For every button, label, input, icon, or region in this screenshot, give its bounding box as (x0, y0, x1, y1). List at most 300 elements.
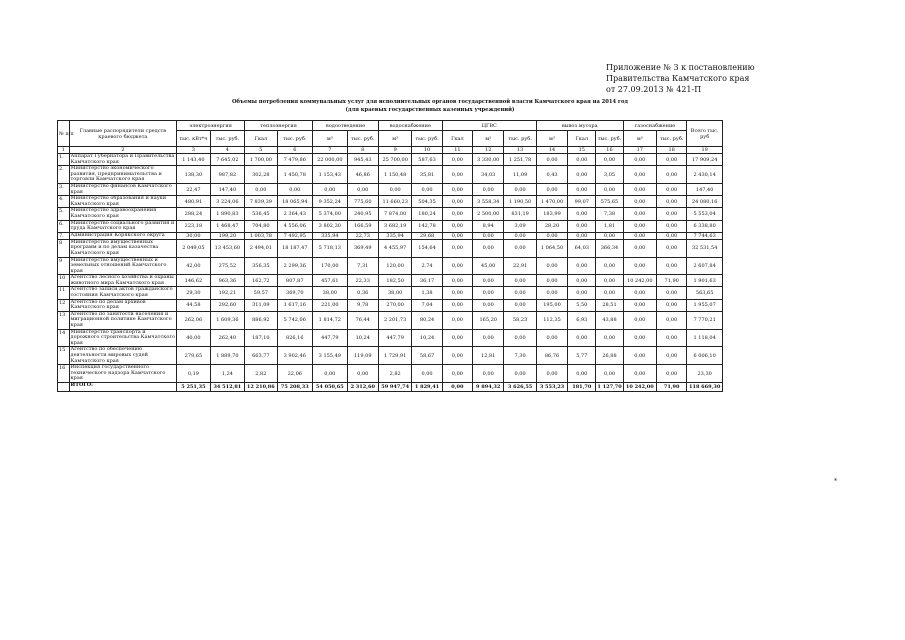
title-line-2: (для краевых государственных казенных учреждений) (345, 107, 515, 113)
row-value: 7,04 (412, 299, 442, 311)
total-value: 9 894,32 (473, 382, 504, 391)
row-value: 25 700,00 (378, 154, 411, 166)
row-value: 0,00 (623, 183, 656, 195)
row-value: 166,59 (347, 220, 378, 232)
row-value: 262,40 (210, 329, 245, 347)
header-unit: м³ (473, 131, 504, 147)
corner-mark: * (834, 478, 837, 485)
column-index: 3 (177, 147, 210, 154)
total-value: 181,70 (568, 382, 596, 391)
row-value: 8,94 (473, 220, 504, 232)
row-value: 80,24 (412, 311, 442, 329)
row-name: Министерство образования и науки Камчатского края (69, 196, 177, 208)
table-row (58, 196, 723, 208)
row-value: 0,00 (596, 183, 623, 195)
column-index: 17 (623, 147, 656, 154)
row-value: 0,00 (504, 275, 536, 287)
row-value: 1 003,78 (245, 232, 277, 239)
row-value: 447,79 (313, 329, 348, 347)
table-row (58, 365, 723, 383)
row-value: 0,00 (623, 365, 656, 383)
row-value: 0,00 (378, 183, 411, 195)
row-value: 0,00 (623, 287, 656, 299)
row-number: 5. (58, 208, 70, 220)
row-number: 15 (58, 347, 70, 365)
row-value: 142,78 (412, 220, 442, 232)
row-value: 76,44 (347, 311, 378, 329)
row-value: 335,94 (378, 232, 411, 239)
header-unit: Гкал (245, 131, 277, 147)
row-value: 0,00 (442, 196, 472, 208)
row-value: 24 080,16 (687, 196, 723, 208)
row-value: 38,00 (313, 287, 348, 299)
row-value: 46,86 (347, 166, 378, 184)
row-value: 0,00 (504, 183, 536, 195)
header-unit: тыс. кВт*ч (177, 131, 210, 147)
column-index: 10 (412, 147, 442, 154)
row-value: 292,60 (210, 299, 245, 311)
column-index: 13 (504, 147, 536, 154)
column-index: 2 (69, 147, 177, 154)
table-row (58, 329, 723, 347)
row-name: Аппарат Губернатора и Правительства Камчатского края (69, 154, 177, 166)
total-value: 59 947,74 (378, 382, 411, 391)
row-value: 5,77 (568, 347, 596, 365)
header-unit: м³ (536, 131, 567, 147)
total-value: 10 242,00 (623, 382, 656, 391)
row-value: 0,00 (623, 166, 656, 184)
row-value: 0,00 (623, 239, 656, 257)
row-value: 1 890,83 (210, 208, 245, 220)
row-value: 138,30 (177, 166, 210, 184)
row-name: Агентство лесного хозяйства и охраны животного мира Камчатского края (69, 275, 177, 287)
row-value: 0,00 (596, 329, 623, 347)
row-value: 0,00 (568, 257, 596, 275)
row-value: 0,00 (568, 154, 596, 166)
header-group-garbage: вывоз мусора (536, 121, 623, 131)
row-name: Агентство по делам архивов Камчатского края (69, 299, 177, 311)
row-value: 0,00 (568, 232, 596, 239)
row-value: 0,00 (568, 166, 596, 184)
row-value: 0,00 (347, 365, 378, 383)
row-value: 10,24 (412, 329, 442, 347)
header-group-sewerage: водоотведение (313, 121, 379, 131)
row-number: 2. (58, 166, 70, 184)
row-value: 1 153,43 (313, 166, 348, 184)
row-value: 7 645,02 (210, 154, 245, 166)
row-value: 0,00 (568, 275, 596, 287)
row-value: 223,18 (177, 220, 210, 232)
row-value: 7 874,00 (378, 208, 411, 220)
row-value: 182,50 (378, 275, 411, 287)
row-value: 0,00 (245, 183, 277, 195)
row-value: 0,00 (657, 299, 687, 311)
row-value: 0,00 (313, 365, 348, 383)
row-value: 775,60 (347, 196, 378, 208)
column-index: 4 (210, 147, 245, 154)
row-value: 663,77 (245, 347, 277, 365)
row-value: 704,80 (245, 220, 277, 232)
row-value: 504,35 (412, 196, 442, 208)
row-value: 0,00 (623, 347, 656, 365)
row-value: 1 901,63 (687, 275, 723, 287)
row-name: Администрация Корякского округа (69, 232, 177, 239)
row-value: 0,00 (504, 299, 536, 311)
row-value: 0,00 (504, 232, 536, 239)
row-value: 0,00 (657, 154, 687, 166)
row-number: 7. (58, 232, 70, 239)
row-value: 0,00 (657, 239, 687, 257)
row-value: 356,35 (245, 257, 277, 275)
row-value: 563,65 (687, 287, 723, 299)
row-value: 1 955,07 (687, 299, 723, 311)
row-number: 10 (58, 275, 70, 287)
row-value: 0,00 (504, 239, 536, 257)
row-value: 147,40 (687, 183, 723, 195)
row-value: 0,00 (412, 365, 442, 383)
row-value: 7,30 (504, 347, 536, 365)
row-value: 30,00 (177, 232, 210, 239)
row-value: 3,05 (596, 166, 623, 184)
row-value: 42,00 (177, 257, 210, 275)
column-index: 16 (596, 147, 623, 154)
row-value: 366,34 (596, 239, 623, 257)
row-value: 0,00 (473, 239, 504, 257)
header-unit: тыс. руб. (210, 131, 245, 147)
column-index: 18 (657, 147, 687, 154)
row-value: 187,10 (245, 329, 277, 347)
consumption-table (57, 120, 723, 392)
row-value: 29,30 (177, 287, 210, 299)
row-value: 0,00 (473, 365, 504, 383)
row-value: 29,68 (412, 232, 442, 239)
row-value: 40,00 (177, 329, 210, 347)
total-value: 3 626,55 (504, 382, 536, 391)
row-value: 826,16 (277, 329, 313, 347)
row-name: Министерство транспорта и дорожного строительства Камчатского края (70, 328, 176, 346)
row-value: 1 700,00 (245, 154, 277, 166)
row-value: 0,00 (568, 287, 596, 299)
row-value: 1,81 (596, 220, 623, 232)
row-value: 32 531,54 (687, 239, 723, 257)
row-value: 10 242,00 (623, 275, 656, 287)
row-value: 22,91 (504, 257, 536, 275)
column-index: 11 (442, 147, 472, 154)
header-unit: м³ (623, 131, 656, 147)
appendix-note (606, 62, 755, 95)
total-value: 1 829,41 (412, 382, 442, 391)
row-value: 170,00 (313, 257, 348, 275)
row-value: 447,79 (378, 329, 411, 347)
row-value: 0,00 (623, 154, 656, 166)
header-name: Главные распорядители средств краевого бюджета (69, 121, 177, 147)
row-value: 38,00 (378, 287, 411, 299)
row-value: 1 889,70 (210, 347, 245, 365)
row-value: 86,76 (536, 347, 567, 365)
row-value: 0,00 (536, 275, 567, 287)
row-name: Агентство по обеспечению деятельности мировых судей Камчатского края (69, 347, 177, 365)
row-value: 44,58 (177, 299, 210, 311)
total-value: 54 050,65 (313, 382, 348, 391)
row-value: 162,72 (245, 275, 277, 287)
row-value: 2 500,00 (473, 208, 504, 220)
row-number: 9 (58, 257, 70, 275)
total-value: 71,90 (657, 382, 687, 391)
column-index: 15 (568, 147, 596, 154)
row-value: 1 814,72 (313, 311, 348, 329)
row-value: 4 556,06 (277, 220, 313, 232)
row-value: 5 742,06 (277, 311, 313, 329)
row-value: 7 839,39 (245, 196, 277, 208)
row-value: 0,19 (177, 365, 210, 383)
row-value: 536,45 (245, 208, 277, 220)
header-group-heat: теплоэнергия (245, 121, 313, 131)
row-value: 262,06 (177, 311, 210, 329)
header-unit: Гкал (568, 131, 596, 147)
row-value: 1 190,50 (504, 196, 536, 208)
row-value: 7 479,86 (277, 154, 313, 166)
table-row (58, 154, 723, 166)
row-value: 13 453,60 (210, 239, 245, 257)
row-value: 311,09 (245, 299, 277, 311)
row-value: 587,63 (412, 154, 442, 166)
row-value: 0,00 (412, 183, 442, 195)
row-value: 0,00 (536, 154, 567, 166)
row-value: 45,00 (473, 257, 504, 275)
row-value: 22,73 (347, 232, 378, 239)
row-value: 59,57 (245, 287, 277, 299)
row-value: 1,38 (412, 287, 442, 299)
header-unit: Гкал (442, 131, 472, 147)
row-value: 831,19 (504, 208, 536, 220)
row-value: 0,00 (623, 311, 656, 329)
row-value: 457,61 (313, 275, 348, 287)
row-value: 0,00 (473, 299, 504, 311)
row-value: 6 338,80 (687, 220, 723, 232)
row-value: 2 364,43 (277, 208, 313, 220)
row-value: 2,82 (245, 365, 277, 383)
row-value: 1 150,48 (378, 166, 411, 184)
row-value: 0,00 (657, 220, 687, 232)
row-value: 12,81 (473, 347, 504, 365)
row-value: 7,31 (347, 257, 378, 275)
total-value: 34 512,81 (210, 382, 245, 391)
row-value: 0,00 (657, 232, 687, 239)
row-value: 0,00 (623, 220, 656, 232)
row-value: 112,35 (536, 311, 567, 329)
header-total: Всего тыс. руб (687, 121, 723, 147)
row-value: 0,00 (536, 287, 567, 299)
row-value: 192,21 (210, 287, 245, 299)
row-value: 480,91 (177, 196, 210, 208)
row-value: 6 006,10 (687, 347, 723, 365)
total-value: 75 208,33 (277, 382, 313, 391)
total-value: 3 553,23 (536, 382, 567, 391)
row-value: 0,00 (442, 275, 472, 287)
row-value: 0,00 (623, 257, 656, 275)
row-value: 5 553,04 (687, 208, 723, 220)
row-value: 0,00 (657, 311, 687, 329)
row-number: 14 (58, 329, 70, 347)
row-value: 0,00 (596, 232, 623, 239)
row-value: 9,78 (347, 299, 378, 311)
row-value: 18 065,94 (277, 196, 313, 208)
row-value: 147,40 (210, 183, 245, 195)
row-value: 0,00 (313, 183, 348, 195)
row-value: 0,00 (596, 275, 623, 287)
row-value: 26,88 (596, 347, 623, 365)
row-value: 7,38 (596, 208, 623, 220)
row-value: 0,00 (596, 287, 623, 299)
row-number: 16 (58, 365, 70, 383)
row-value: 183,99 (536, 208, 567, 220)
column-index: 19 (687, 147, 723, 154)
header-unit: м³ (313, 131, 348, 147)
row-value: 2 201,73 (378, 311, 411, 329)
row-value: 288,24 (177, 208, 210, 220)
row-value: 279,65 (177, 347, 210, 365)
row-value: 3 330,00 (473, 154, 504, 166)
row-value: 0,00 (568, 208, 596, 220)
row-value: 119,09 (347, 347, 378, 365)
row-value: 7 744,63 (687, 232, 723, 239)
row-value: 0,00 (623, 299, 656, 311)
row-value: 64,03 (568, 239, 596, 257)
column-index: 1 (58, 147, 70, 154)
row-value: 2 607,84 (687, 257, 723, 275)
row-value: 22,06 (277, 365, 313, 383)
total-value: 0,00 (442, 382, 472, 391)
row-value: 0,00 (536, 257, 567, 275)
row-name: Инспекция государственного технического надзора Камчатского края (69, 365, 177, 383)
row-value: 9 352,24 (313, 196, 348, 208)
total-value: 118 669,30 (687, 382, 723, 391)
header-group-hotwater: ЦГВС (442, 121, 536, 131)
row-value: 2,82 (378, 365, 411, 383)
row-value: 1 251,78 (504, 154, 536, 166)
total-row (58, 382, 723, 391)
row-number: 11 (58, 287, 70, 299)
table-row (58, 347, 723, 365)
row-value: 0,00 (442, 166, 472, 184)
row-value: 0,00 (442, 220, 472, 232)
row-value: 1 617,16 (277, 299, 313, 311)
row-number: 13 (58, 311, 70, 329)
row-name: Министерство здравоохранения Камчатского края (69, 208, 177, 220)
row-value: 1 470,00 (536, 196, 567, 208)
table-row (58, 299, 723, 311)
column-index: 8 (347, 147, 378, 154)
row-value: 0,00 (442, 154, 472, 166)
row-value: 0,00 (657, 365, 687, 383)
column-index: 14 (536, 147, 567, 154)
row-value: 807,87 (277, 275, 313, 287)
row-value: 0,00 (568, 220, 596, 232)
row-value: 0,00 (623, 196, 656, 208)
table-row (58, 275, 723, 287)
row-value: 575,65 (596, 196, 623, 208)
table-row (58, 220, 723, 232)
row-value: 0,00 (473, 232, 504, 239)
row-value: 0,00 (536, 183, 567, 195)
row-value: 0,43 (536, 166, 567, 184)
row-value: 71,90 (657, 275, 687, 287)
row-value: 1 450,78 (277, 166, 313, 184)
row-value: 963,36 (210, 275, 245, 287)
row-value: 10,24 (347, 329, 378, 347)
row-number: 8 (58, 239, 70, 257)
row-value: 58,23 (504, 311, 536, 329)
appendix-line-3: от 27.09.2013 № 421-П (606, 85, 702, 94)
row-name: Министерство имущественных программ и по делам казачества Камчатского края (69, 239, 177, 257)
row-value: 0,00 (442, 208, 472, 220)
appendix-line-1: Приложение № 3 к постановлению (606, 63, 755, 72)
row-value: 1 118,04 (687, 329, 723, 347)
row-value: 0,00 (504, 365, 536, 383)
row-value: 240,95 (347, 208, 378, 220)
row-value: 0,00 (473, 183, 504, 195)
table-row (58, 257, 723, 275)
title-line-1: Объемы потребления коммунальных услуг для исполнительных органов государственной власти Камчатского края на 2014 год (232, 99, 628, 105)
row-name: Агентство по занятости населения и миграционной политике Камчатского края (69, 311, 177, 329)
row-value: 0,00 (623, 232, 656, 239)
document-title (120, 98, 740, 114)
row-value: 0,00 (536, 329, 567, 347)
row-value: 335,94 (313, 232, 348, 239)
row-name: Министерство социального развития и труда Камчатского края (69, 220, 177, 232)
row-value: 0,00 (596, 257, 623, 275)
appendix-line-2: Правительства Камчатского края (606, 74, 750, 83)
row-value: 0,00 (504, 287, 536, 299)
row-value: 0,00 (442, 232, 472, 239)
row-value: 195,00 (536, 299, 567, 311)
row-value: 0,00 (568, 365, 596, 383)
row-value: 2 430,14 (687, 166, 723, 184)
row-value: 34,03 (473, 166, 504, 184)
row-value: 0,00 (657, 329, 687, 347)
total-value: 2 312,60 (347, 382, 378, 391)
row-value: 28,20 (536, 220, 567, 232)
row-value: 22 000,00 (313, 154, 348, 166)
row-value: 0,00 (442, 287, 472, 299)
row-value: 0,00 (623, 208, 656, 220)
row-value: 3,09 (504, 220, 536, 232)
row-value: 0,00 (623, 329, 656, 347)
row-value: 180,24 (412, 208, 442, 220)
row-value: 1 609,36 (210, 311, 245, 329)
row-value: 0,00 (657, 347, 687, 365)
header-row-groups (58, 121, 723, 131)
row-value: 5 374,00 (313, 208, 348, 220)
row-value: 945,43 (347, 154, 378, 166)
row-value: 3 802,30 (313, 220, 348, 232)
row-value: 0,00 (442, 311, 472, 329)
row-value: 199,20 (210, 232, 245, 239)
row-value: 0,00 (568, 183, 596, 195)
row-value: 369,49 (347, 239, 378, 257)
row-value: 302,28 (245, 166, 277, 184)
row-value: 5 718,13 (313, 239, 348, 257)
row-value: 0,00 (442, 347, 472, 365)
row-value: 0,00 (277, 183, 313, 195)
header-unit: тыс. руб. (657, 131, 687, 147)
table-row (58, 239, 723, 257)
row-number: 1. (58, 154, 70, 166)
total-value: 5 251,35 (177, 382, 210, 391)
row-value: 99,07 (568, 196, 596, 208)
row-name: Министерство имущественных и земельных отношений Камчатского края (69, 257, 177, 275)
row-value: 0,00 (657, 208, 687, 220)
